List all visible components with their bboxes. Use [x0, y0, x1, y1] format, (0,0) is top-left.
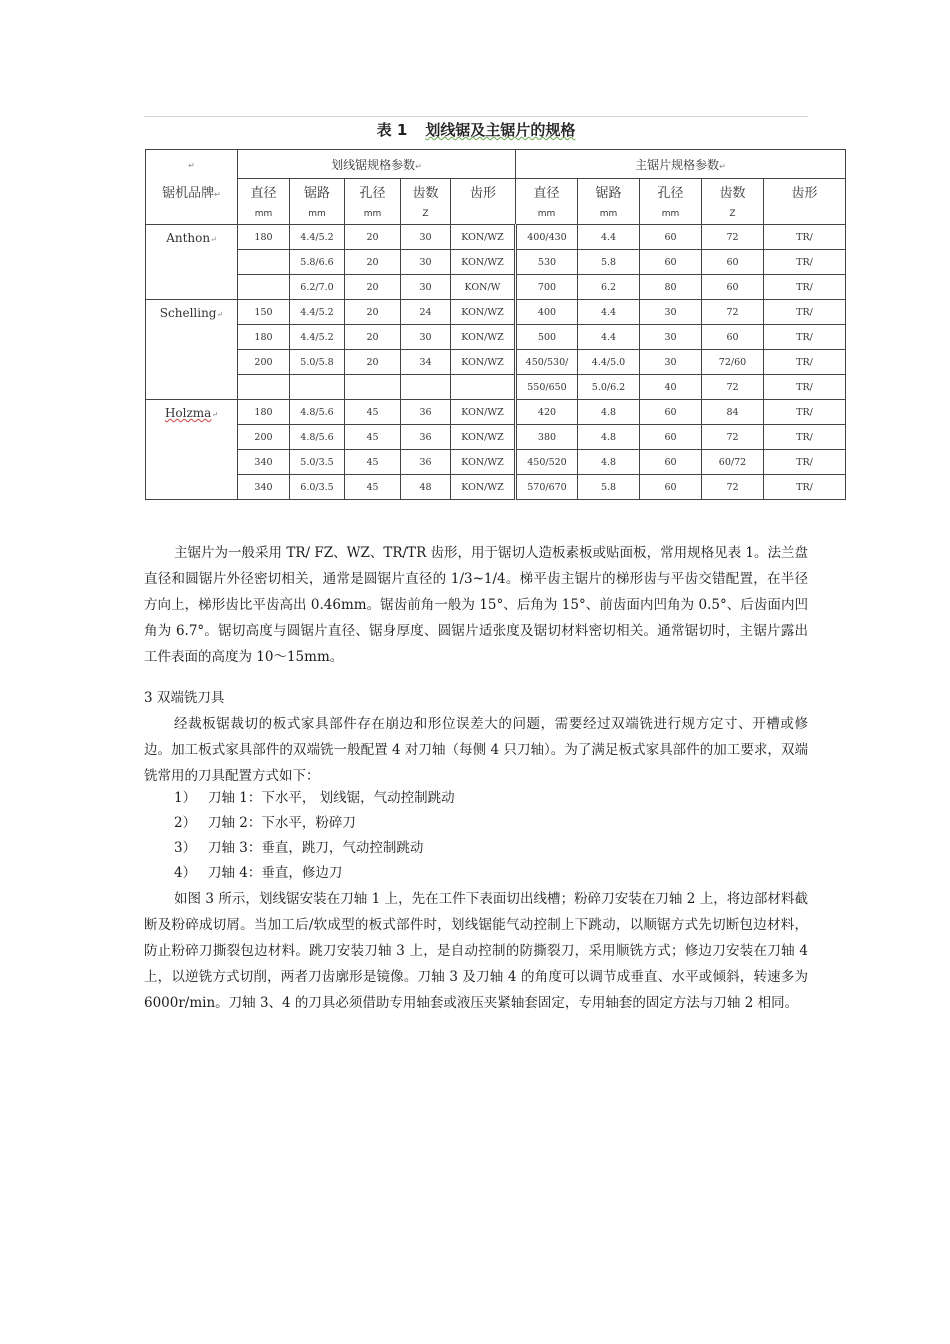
table-cell [401, 375, 451, 400]
table-caption [144, 119, 808, 140]
spec-table-image [144, 116, 818, 508]
table-cell: 60 [640, 250, 702, 275]
table-cell [238, 250, 290, 275]
col-header: 锯路 [578, 179, 640, 205]
table-cell: 4.4/5.2 [290, 300, 345, 325]
table-top-rule [144, 116, 808, 117]
brand-header-top: ↵ [146, 150, 238, 179]
table-cell: 340 [238, 450, 290, 475]
table-cell: 4.8 [578, 450, 640, 475]
brand-cell: Anthon↵ [146, 225, 238, 300]
unit-header: mm [640, 204, 702, 225]
col-header: 齿形 [451, 179, 516, 205]
table-cell: 72 [702, 300, 764, 325]
table-cell: 40 [640, 375, 702, 400]
table-caption-number: 表 1 [376, 121, 408, 139]
table-cell: TR/ [764, 400, 846, 425]
table-cell: 5.8 [578, 250, 640, 275]
group-header-scoring: 划线锯规格参数↵ [238, 150, 516, 179]
table-cell: 30 [640, 350, 702, 375]
unit-header: mm [238, 204, 290, 225]
table-cell: 72/60 [702, 350, 764, 375]
table-cell: 700 [516, 275, 578, 300]
table-cell: 530 [516, 250, 578, 275]
table-cell: 4.4 [578, 325, 640, 350]
table-cell: 60 [702, 325, 764, 350]
table-cell: 180 [238, 325, 290, 350]
table-cell: KON/WZ [451, 400, 516, 425]
table-cell: KON/WZ [451, 300, 516, 325]
table-cell: 30 [401, 275, 451, 300]
table-cell: 60 [640, 400, 702, 425]
table-cell: 570/670 [516, 475, 578, 500]
table-cell: 6.2 [578, 275, 640, 300]
table-cell: KON/WZ [451, 450, 516, 475]
table-cell: 60 [702, 250, 764, 275]
table-cell: TR/ [764, 275, 846, 300]
table-cell: TR/ [764, 300, 846, 325]
table-cell [290, 375, 345, 400]
table-row [146, 250, 846, 275]
section-heading: 3 双端铣刀具 [144, 690, 225, 706]
unit-header: mm [578, 204, 640, 225]
table-cell: 72 [702, 425, 764, 450]
list-item: 4） 刀轴 4：垂直，修边刀 [174, 865, 343, 881]
table-cell: TR/ [764, 475, 846, 500]
table-body [146, 225, 846, 500]
col-header: 锯路 [290, 179, 345, 205]
table-cell: 20 [345, 350, 401, 375]
table-cell: 20 [345, 275, 401, 300]
table-cell: 20 [345, 300, 401, 325]
table-cell: 30 [640, 300, 702, 325]
table-cell: 4.8 [578, 400, 640, 425]
tool-axis-list [174, 786, 455, 886]
table-cell: 4.4/5.2 [290, 325, 345, 350]
table-cell: 6.2/7.0 [290, 275, 345, 300]
table-row [146, 475, 846, 500]
table-cell: 80 [640, 275, 702, 300]
table-cell: TR/ [764, 325, 846, 350]
unit-header: Z [401, 204, 451, 225]
table-cell: 450/530/ [516, 350, 578, 375]
table-cell: 60 [640, 425, 702, 450]
col-header: 齿形 [764, 179, 846, 205]
col-header: 齿数 [401, 179, 451, 205]
table-cell: 4.8/5.6 [290, 425, 345, 450]
group-header-main: 主锯片规格参数↵ [516, 150, 846, 179]
table-cell [345, 375, 401, 400]
table-cell: 60 [640, 225, 702, 250]
table-cell: 6.0/3.5 [290, 475, 345, 500]
table-cell: 5.0/3.5 [290, 450, 345, 475]
unit-header: mm [516, 204, 578, 225]
table-cell: 5.0/6.2 [578, 375, 640, 400]
table-cell [451, 375, 516, 400]
table-cell: 420 [516, 400, 578, 425]
table-cell: TR/ [764, 350, 846, 375]
table-cell: 340 [238, 475, 290, 500]
table-cell: 72 [702, 375, 764, 400]
table-cell: 30 [401, 325, 451, 350]
table-cell: 60/72 [702, 450, 764, 475]
table-cell: 4.8 [578, 425, 640, 450]
unit-header: Z [702, 204, 764, 225]
table-cell: 45 [345, 425, 401, 450]
table-cell: 400 [516, 300, 578, 325]
table-cell: 200 [238, 425, 290, 450]
list-item: 3） 刀轴 3：垂直，跳刀，气动控制跳动 [174, 840, 424, 856]
table-cell: 48 [401, 475, 451, 500]
table-cell: KON/WZ [451, 325, 516, 350]
table-cell: KON/WZ [451, 475, 516, 500]
table-cell: KON/WZ [451, 425, 516, 450]
spec-table [145, 149, 846, 500]
table-cell: 72 [702, 475, 764, 500]
table-row [146, 375, 846, 400]
brand-cell: Holzma↵ [146, 400, 238, 500]
paragraph-double-end: 经裁板锯裁切的板式家具部件存在崩边和形位误差大的问题，需要经过双端铣进行规方定寸、开槽或修边。加工板式家具部件的双端铣一般配置 4 对刀轴（每侧 4 只刀轴）。为了满足板式家具部件的加工要求，双端铣常用的刀具配置方式如下： [144, 716, 808, 784]
table-cell: 4.4/5.0 [578, 350, 640, 375]
table-cell: 45 [345, 400, 401, 425]
table-row [146, 425, 846, 450]
table-cell: 60 [702, 275, 764, 300]
col-header: 齿数 [702, 179, 764, 205]
table-cell: KON/WZ [451, 225, 516, 250]
table-cell: 550/650 [516, 375, 578, 400]
table-cell: 4.4/5.2 [290, 225, 345, 250]
table-cell: 400/430 [516, 225, 578, 250]
table-cell: 30 [640, 325, 702, 350]
table-cell: 36 [401, 400, 451, 425]
table-cell: 60 [640, 450, 702, 475]
table-row [146, 450, 846, 475]
table-cell: 36 [401, 425, 451, 450]
table-row [146, 275, 846, 300]
table-cell: 4.8/5.6 [290, 400, 345, 425]
brand-header: 锯机品牌↵ [146, 179, 238, 205]
table-cell: 180 [238, 400, 290, 425]
table-cell: 200 [238, 350, 290, 375]
list-item: 1） 刀轴 1：下水平， 划线锯，气动控制跳动 [174, 790, 455, 806]
table-cell [238, 275, 290, 300]
table-cell: TR/ [764, 250, 846, 275]
col-header: 孔径 [345, 179, 401, 205]
table-cell: 5.8/6.6 [290, 250, 345, 275]
table-cell: 180 [238, 225, 290, 250]
brand-cell: Schelling↵ [146, 300, 238, 400]
brand-header-bottom [146, 204, 238, 225]
col-header: 直径 [238, 179, 290, 205]
paragraph-main-saw: 主锯片为一般采用 TR/ FZ、WZ、TR/TR 齿形，用于锯切人造板素板或贴面板，常用规格见表 1。法兰盘直径和圆锯片外径密切相关，通常是圆锯片直径的 1/3~1/4。梯平齿主锯片的梯形齿与平齿交错配置，在半径方向上，梯形齿比平齿高出 0.46mm。锯齿前角一般为 15°、后角为 15°、前齿面内凹角为 0.5°、后齿面内凹角为 6.7°。锯切高度与圆锯片直径、锯身厚度、圆锯片适张度及锯切材料密切相关。通常锯切时，主锯片露出工件表面的高度为 10～15mm。 [144, 545, 808, 665]
table-cell [238, 375, 290, 400]
table-cell: 500 [516, 325, 578, 350]
table-cell: 84 [702, 400, 764, 425]
table-cell: TR/ [764, 425, 846, 450]
paragraph-figure-3: 如图 3 所示，划线锯安装在刀轴 1 上，先在工件下表面切出线槽；粉碎刀安装在刀轴 2 上，将边部材料截断及粉碎成切屑。当加工后/软成型的板式部件时，划线锯能气动控制上下跳动，以顺锯方式先切断包边材料，防止粉碎刀撕裂包边材料。跳刀安装刀轴 3 上，是自动控制的防撕裂刀，采用顺铣方式；修边刀安装在刀轴 4 上，以逆铣方式切削，两者刀齿廓形是镜像。刀轴 3 及刀轴 4 的角度可以调节成垂直、水平或倾斜，转速多为 6000r/min。刀轴 3、4 的刀具必须借助专用轴套或液压夹紧轴套固定，专用轴套的固定方法与刀轴 2 相同。 [144, 891, 808, 1011]
table-cell: 45 [345, 475, 401, 500]
table-cell: 20 [345, 325, 401, 350]
table-cell: 30 [401, 225, 451, 250]
table-cell: 4.4 [578, 300, 640, 325]
table-cell: KON/WZ [451, 350, 516, 375]
col-header: 直径 [516, 179, 578, 205]
table-cell: TR/ [764, 450, 846, 475]
table-cell: 36 [401, 450, 451, 475]
table-cell: 5.0/5.8 [290, 350, 345, 375]
table-cell: 30 [401, 250, 451, 275]
table-cell: KON/W [451, 275, 516, 300]
table-row [146, 350, 846, 375]
col-header: 孔径 [640, 179, 702, 205]
table-cell: 450/520 [516, 450, 578, 475]
table-cell: 60 [640, 475, 702, 500]
table-cell: TR/ [764, 375, 846, 400]
table-caption-text: 划线锯及主锯片的规格 [425, 121, 576, 139]
table-cell: 4.4 [578, 225, 640, 250]
table-cell: 150 [238, 300, 290, 325]
table-cell: 20 [345, 250, 401, 275]
table-cell: 20 [345, 225, 401, 250]
table-cell: 5.8 [578, 475, 640, 500]
table-cell: 34 [401, 350, 451, 375]
table-cell: TR/ [764, 225, 846, 250]
table-cell: 72 [702, 225, 764, 250]
table-row [146, 300, 846, 325]
unit-header: mm [290, 204, 345, 225]
list-item: 2） 刀轴 2：下水平，粉碎刀 [174, 815, 356, 831]
unit-header: mm [345, 204, 401, 225]
unit-header [451, 204, 516, 225]
table-row [146, 325, 846, 350]
table-cell: 380 [516, 425, 578, 450]
table-cell: 24 [401, 300, 451, 325]
table-cell: KON/WZ [451, 250, 516, 275]
table-cell: 45 [345, 450, 401, 475]
table-row [146, 225, 846, 250]
table-row [146, 400, 846, 425]
unit-header [764, 204, 846, 225]
